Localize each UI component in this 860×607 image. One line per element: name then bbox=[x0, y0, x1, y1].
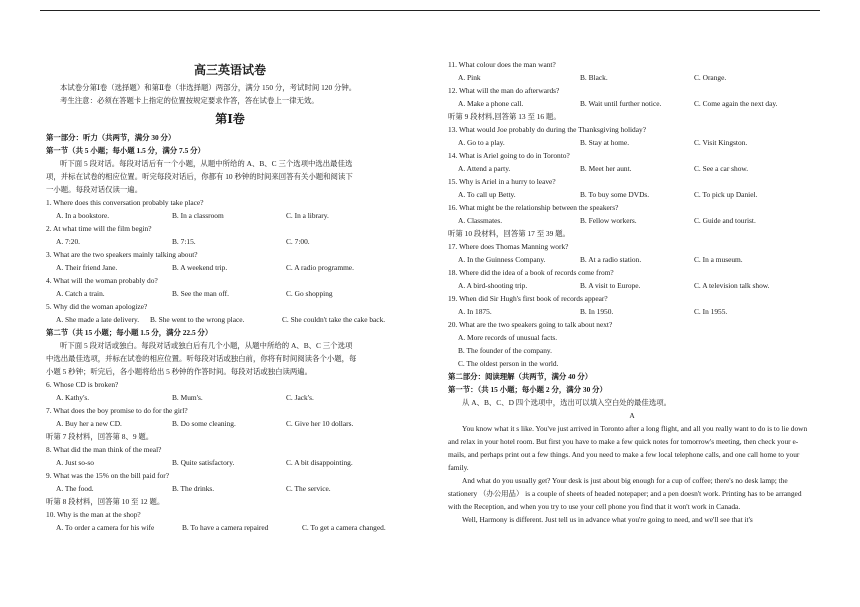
option-a[interactable]: A. In a bookstore. bbox=[56, 211, 110, 220]
right-column bbox=[448, 58, 816, 526]
option-b[interactable]: B. 7:15. bbox=[172, 237, 196, 246]
instruction-line: 一小题。每段对话仅读一遍。 bbox=[46, 185, 143, 194]
options-row bbox=[448, 188, 816, 201]
question-text: 18. Where did the idea of a book of records come from? bbox=[448, 268, 614, 277]
option-a[interactable]: A. 7:20. bbox=[56, 237, 81, 246]
option-b[interactable]: B. In 1950. bbox=[580, 307, 614, 316]
instruction-line: 从 A、B、C、D 四个选项中，选出可以填入空白处的最佳选项。 bbox=[462, 398, 671, 407]
passage-paragraph: And what do you usually get? Your desk is just about big enough for a cup of coffee; there's no desk lamp; the stationery （办公用品） is a couple of sheets of headed notepaper; and a pen doesn't work. Printing has to be arranged with the Reception, and when you try to use your cell phone you find that it won't work in Canada. bbox=[448, 476, 802, 511]
passage-label: A bbox=[629, 411, 635, 420]
options-row bbox=[448, 305, 816, 318]
section-title: 第二节（共 15 小题；每小题 1.5 分，满分 22.5 分） bbox=[46, 328, 213, 337]
option-c[interactable]: C. She couldn't take the cake back. bbox=[282, 315, 386, 324]
option-c[interactable]: C. The oldest person in the world. bbox=[458, 359, 559, 368]
option-a[interactable]: A. Their friend Jane. bbox=[56, 263, 118, 272]
option-b[interactable]: B. To have a camera repaired bbox=[182, 523, 269, 532]
question-text: 2. At what time will the film begin? bbox=[46, 224, 152, 233]
question-text: 9. What was the 15% on the bill paid for? bbox=[46, 471, 170, 480]
option-c[interactable]: C. Orange. bbox=[694, 73, 727, 82]
option-b[interactable]: B. Fellow workers. bbox=[580, 216, 637, 225]
instruction-line: 听下面 5 段对话或独白。每段对话或独白后有几个小题，从题中所给的 A、B、C 三个选项 bbox=[60, 341, 353, 350]
instruction-line: 中选出最佳选项，并标在试卷的相应位置。听每段对话或独白前，你将有时间阅读各个小题，每 bbox=[46, 354, 357, 363]
exam-title: 高三英语试卷 bbox=[193, 63, 266, 77]
volume-title: 第Ⅰ卷 bbox=[215, 112, 245, 126]
option-c[interactable]: C. See a car show. bbox=[694, 164, 749, 173]
option-a[interactable]: A. Kathy's. bbox=[56, 393, 90, 402]
question-text: 19. When did Sir Hugh's first book of records appear? bbox=[448, 294, 608, 303]
option-b[interactable]: B. Quite satisfactory. bbox=[172, 458, 235, 467]
option-b[interactable]: B. In a classroom bbox=[172, 211, 224, 220]
question-text: 20. What are the two speakers going to talk about next? bbox=[448, 320, 613, 329]
option-b[interactable]: B. Do some cleaning. bbox=[172, 419, 236, 428]
option-b[interactable]: B. The founder of the company. bbox=[458, 346, 552, 355]
option-c[interactable]: C. In a library. bbox=[286, 211, 329, 220]
option-b[interactable]: B. A visit to Europe. bbox=[580, 281, 641, 290]
part-title: 第二部分：阅读理解（共两节，满分 40 分） bbox=[448, 372, 593, 381]
option-a[interactable]: A. Buy her a new CD. bbox=[56, 419, 122, 428]
option-c[interactable]: C. To get a camera changed. bbox=[302, 523, 386, 532]
options-row bbox=[448, 214, 816, 227]
question-text: 17. Where does Thomas Manning work? bbox=[448, 242, 569, 251]
option-b[interactable]: B. Black. bbox=[580, 73, 608, 82]
instruction-line: 小题 5 秒钟；听完后，各小题将给出 5 秒钟的作答时间。每段对话或独白读两遍。 bbox=[46, 367, 313, 376]
left-column bbox=[46, 62, 414, 534]
option-c[interactable]: C. A television talk show. bbox=[694, 281, 770, 290]
material-note: 听第 7 段材料，回答第 8、9 题。 bbox=[46, 432, 154, 441]
options-row bbox=[46, 521, 414, 534]
option-b[interactable]: B. At a radio station. bbox=[580, 255, 642, 264]
option-a[interactable]: A. Just so-so bbox=[56, 458, 94, 467]
options-row bbox=[448, 136, 816, 149]
option-a[interactable]: A. Make a phone call. bbox=[458, 99, 524, 108]
question-text: 3. What are the two speakers mainly talking about? bbox=[46, 250, 198, 259]
question-text: 8. What did the man think of the meal? bbox=[46, 445, 162, 454]
option-c[interactable]: C. Visit Kingston. bbox=[694, 138, 748, 147]
question-text: 7. What does the boy promise to do for the girl? bbox=[46, 406, 188, 415]
option-a[interactable]: A. A bird-shooting trip. bbox=[458, 281, 528, 290]
option-c[interactable]: C. A radio programme. bbox=[286, 263, 354, 272]
question-text: 11. What colour does the man want? bbox=[448, 60, 556, 69]
material-note: 听第 10 段材料，回答第 17 至 39 题。 bbox=[448, 229, 570, 238]
options-row bbox=[46, 313, 414, 326]
option-c[interactable]: C. Go shopping bbox=[286, 289, 333, 298]
options-row bbox=[46, 482, 414, 495]
material-note: 听第 9 段材料,回答第 13 至 16 题。 bbox=[448, 112, 561, 121]
question-text: 6. Whose CD is broken? bbox=[46, 380, 119, 389]
question-text: 5. Why did the woman apologize? bbox=[46, 302, 148, 311]
section-title: 第一节：（共 15 小题；每小题 2 分，满分 30 分） bbox=[448, 385, 607, 394]
option-b[interactable]: B. See the man off. bbox=[172, 289, 229, 298]
options-row bbox=[46, 417, 414, 430]
options-row bbox=[46, 209, 414, 222]
option-b[interactable]: B. Mum's. bbox=[172, 393, 203, 402]
question-text: 14. What is Ariel going to do in Toronto? bbox=[448, 151, 570, 160]
question-text: 4. What will the woman probably do? bbox=[46, 276, 158, 285]
option-c[interactable]: C. The service. bbox=[286, 484, 331, 493]
passage-paragraph: You know what it s like. You've just arrived in Toronto after a long flight, and all you really want to do is to lie down and relax in your hotel room. But first you have to make a few quick notes for tomorrow's meeting, then check your e-mails, and perhaps print out a few things. And you need to make a few local telephone calls, and one call home to your family. bbox=[448, 424, 808, 472]
options-row bbox=[46, 287, 414, 300]
material-note: 听第 8 段材料，回答第 10 至 12 题。 bbox=[46, 497, 165, 506]
option-a[interactable]: A. Attend a party. bbox=[458, 164, 511, 173]
option-c[interactable]: C. Give her 10 dollars. bbox=[286, 419, 354, 428]
instruction-line: 项，并标在试卷的相应位置。听完每段对话后，你都有 10 秒钟的时间来回答有关小题和阅读下 bbox=[46, 172, 353, 181]
option-b[interactable]: B. Wait until further notice. bbox=[580, 99, 662, 108]
question-text: 16. What might be the relationship between the speakers? bbox=[448, 203, 619, 212]
intro-line: 本试卷分第Ⅰ卷（选择题）和第Ⅱ卷（非选择题）两部分，满分 150 分，考试时间 120 分钟。 bbox=[60, 83, 357, 92]
option-b[interactable]: B. Meet her aunt. bbox=[580, 164, 632, 173]
question-text: 10. Why is the man at the shop? bbox=[46, 510, 141, 519]
option-b[interactable]: B. She went to the wrong place. bbox=[150, 315, 245, 324]
options-row bbox=[448, 97, 816, 110]
top-rule bbox=[40, 10, 820, 11]
options-row bbox=[46, 261, 414, 274]
option-b[interactable]: B. To buy some DVDs. bbox=[580, 190, 650, 199]
intro-line: 考生注意：必须在答题卡上指定的位置按规定要求作答，答在试卷上一律无效。 bbox=[60, 96, 319, 105]
options-row bbox=[46, 391, 414, 404]
option-b[interactable]: B. Stay at home. bbox=[580, 138, 630, 147]
section-title: 第一节（共 5 小题；每小题 1.5 分，满分 7.5 分） bbox=[46, 146, 205, 155]
option-c[interactable]: C. A bit disappointing. bbox=[286, 458, 353, 467]
options-row bbox=[448, 253, 816, 266]
option-a[interactable]: A. To call up Betty. bbox=[458, 190, 516, 199]
option-c[interactable]: C. 7:00. bbox=[286, 237, 310, 246]
option-b[interactable]: B. The drinks. bbox=[172, 484, 215, 493]
option-a[interactable]: A. More records of unusual facts. bbox=[458, 333, 558, 342]
option-c[interactable]: C. Guide and tourist. bbox=[694, 216, 756, 225]
option-a[interactable]: A. Catch a train. bbox=[56, 289, 105, 298]
question-text: 15. Why is Ariel in a hurry to leave? bbox=[448, 177, 556, 186]
options-row bbox=[46, 235, 414, 248]
option-c[interactable]: C. Come again the next day. bbox=[694, 99, 778, 108]
option-a[interactable]: A. Classmates. bbox=[458, 216, 503, 225]
option-c[interactable]: C. In 1955. bbox=[694, 307, 728, 316]
part-title: 第一部分：听力（共两节，满分 30 分） bbox=[46, 133, 176, 142]
option-a[interactable]: A. In the Guinness Company. bbox=[458, 255, 546, 264]
option-a[interactable]: A. Pink bbox=[458, 73, 481, 82]
option-b[interactable]: B. A weekend trip. bbox=[172, 263, 228, 272]
option-c[interactable]: C. Jack's. bbox=[286, 393, 314, 402]
passage-paragraph: Well, Harmony is different. Just tell us in advance what you're going to need, and we'll see that it's bbox=[462, 515, 753, 524]
option-c[interactable]: C. To pick up Daniel. bbox=[694, 190, 758, 199]
instruction-line: 听下面 5 段对话。每段对话后有一个小题，从题中所给的 A、B、C 三个选项中选出最佳选 bbox=[60, 159, 353, 168]
options-row bbox=[448, 162, 816, 175]
option-a[interactable]: A. Go to a play. bbox=[458, 138, 505, 147]
options-row bbox=[448, 71, 816, 84]
option-a[interactable]: A. To order a camera for his wife bbox=[56, 523, 155, 532]
question-text: 13. What would Joe probably do during the Thanksgiving holiday? bbox=[448, 125, 647, 134]
options-row bbox=[448, 279, 816, 292]
option-c[interactable]: C. In a museum. bbox=[694, 255, 743, 264]
option-a[interactable]: A. In 1875. bbox=[458, 307, 492, 316]
option-a[interactable]: A. The food. bbox=[56, 484, 94, 493]
option-a[interactable]: A. She made a late delivery. bbox=[56, 315, 140, 324]
question-text: 12. What will the man do afterwards? bbox=[448, 86, 560, 95]
options-row bbox=[46, 456, 414, 469]
question-text: 1. Where does this conversation probably take place? bbox=[46, 198, 204, 207]
